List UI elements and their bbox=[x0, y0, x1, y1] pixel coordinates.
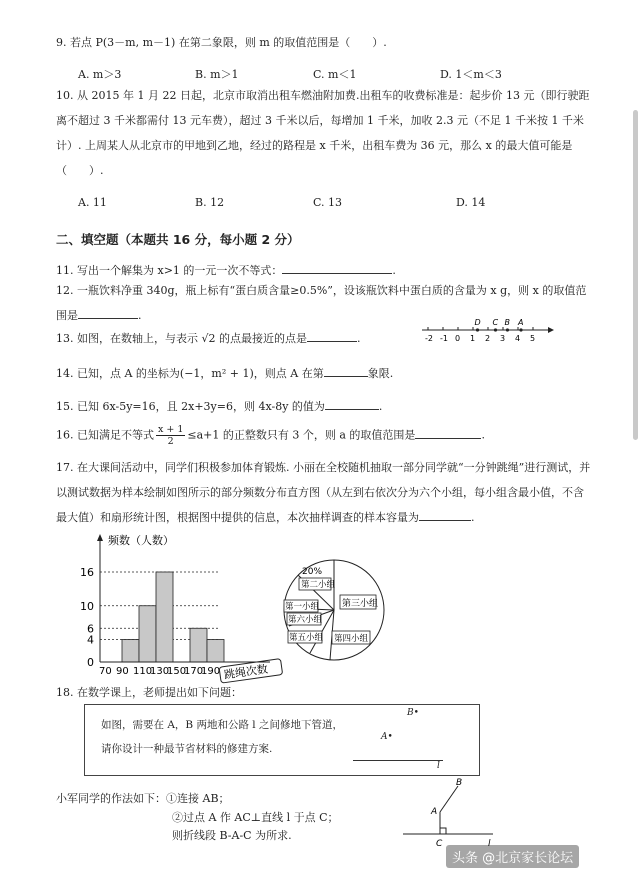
box-line-2: 请你设计一种最节省材料的修建方案. bbox=[101, 743, 273, 755]
pie-chart bbox=[280, 553, 390, 668]
frequency-histogram bbox=[60, 532, 285, 687]
histogram-ytick: 16 bbox=[80, 566, 94, 579]
question-16-text-b: ≤a+1 的正整数只有 3 个，则 a 的取值范围是 bbox=[187, 428, 416, 442]
histogram-xlabel: 跳绳次数 bbox=[223, 662, 269, 682]
question-16-text: 16. 已知满足不等式 bbox=[56, 428, 154, 442]
question-9: 9. 若点 P(3－m, m－1) 在第二象限，则 m 的取值范围是（ ）. bbox=[56, 36, 387, 49]
number-line-point bbox=[519, 328, 522, 331]
fraction-denominator: 2 bbox=[167, 436, 174, 447]
pie-label: 第四小组 bbox=[334, 634, 369, 644]
box-line-1: 如图，需要在 A，B 两地和公路 l 之间修地下管道， bbox=[101, 719, 344, 731]
question-17-text: 17. 在大课间活动中，同学们积极参加体育锻炼. 小丽在全校随机抽取一部分同学就“一分钟跳绳”进行测试，并以测试数据为样本绘制如图所示的部分频数分布直方图（从左到右依次分为六个小组，每小组含最小值，不含最大值）和扇形统计图，根据图中提供的信息，本次抽样调查的样本容量为 bbox=[56, 461, 591, 524]
answer-blank bbox=[415, 428, 481, 439]
number-line-point-label: C bbox=[492, 318, 499, 327]
pie-label: 第二小组 bbox=[301, 580, 336, 590]
question-17: 17. 在大课间活动中，同学们积极参加体育锻炼. 小丽在全校随机抽取一部分同学就“一分钟跳绳”进行测试，并以测试数据为样本绘制如图所示的部分频数分布直方图（从左到右依次分为六个小组，每小组含最小值，不含最大值）和扇形统计图，根据图中提供的信息，本次抽样调查的样本容量为 . bbox=[56, 461, 591, 524]
histogram-xtick: 130 bbox=[150, 666, 170, 677]
question-13-text: 13. 如图，在数轴上，与表示 √2 的点最接近的点是 bbox=[56, 332, 307, 345]
number-line-point bbox=[506, 328, 509, 331]
number-line-tick-label: 2 bbox=[485, 334, 491, 343]
question-12-text: 12. 一瓶饮料净重 340g，瓶上标有“蛋白质含量≥0.5%”，设该瓶饮料中蛋白质的含量为 x g，则 x 的取值范围是 bbox=[56, 284, 587, 322]
question-12: 12. 一瓶饮料净重 340g，瓶上标有“蛋白质含量≥0.5%”，设该瓶饮料中蛋白质的含量为 x g，则 x 的取值范围是 . bbox=[56, 284, 587, 322]
question-14 bbox=[56, 365, 393, 381]
histogram-ytick: 0 bbox=[87, 656, 94, 669]
section-heading: 二、填空题（本题共 16 分，每小题 2 分） bbox=[56, 232, 300, 247]
problem-box bbox=[84, 704, 480, 776]
number-line-point bbox=[476, 328, 479, 331]
number-line-point-label: B bbox=[504, 318, 510, 327]
histogram-bar bbox=[190, 628, 207, 662]
histogram-xtick: 190 bbox=[201, 666, 221, 677]
number-line-point bbox=[494, 328, 497, 331]
histogram-xtick: 90 bbox=[116, 666, 129, 677]
q10-option-a: A. 11 bbox=[78, 196, 107, 209]
number-line-tick-label: 0 bbox=[455, 334, 461, 343]
number-line-tick-label: -1 bbox=[440, 334, 448, 343]
question-11-text: 11. 写出一个解集为 x>1 的一元一次不等式： bbox=[56, 264, 283, 277]
answer-blank bbox=[324, 366, 368, 377]
number-line-tick-label: 3 bbox=[500, 334, 506, 343]
question-14-suffix: 象限. bbox=[367, 367, 394, 380]
histogram-ytick: 10 bbox=[80, 599, 94, 613]
histogram-xtick: 170 bbox=[184, 666, 204, 677]
histogram-ytick: 4 bbox=[87, 633, 94, 647]
method-step-2: ②过点 A 作 AC⊥直线 l 于点 C； bbox=[172, 811, 339, 824]
q9-option-a: A. m＞3 bbox=[78, 68, 122, 81]
q10-option-c: C. 13 bbox=[313, 196, 343, 209]
question-13: 13. 如图，在数轴上，与表示 √2 的点最接近的点是 . bbox=[56, 332, 361, 345]
question-15: 15. 已知 6x-5y=16，且 2x+3y=6，则 4x-8y 的值为 . bbox=[56, 400, 383, 413]
histogram-bar bbox=[156, 572, 173, 662]
histogram-xtick: 110 bbox=[133, 666, 153, 677]
road-line bbox=[353, 760, 443, 761]
fig-label-l: l bbox=[488, 839, 491, 849]
fraction-numerator: x + 1 bbox=[158, 424, 184, 435]
pie-label: 第六小组 bbox=[288, 615, 323, 625]
histogram-ylabel: 频数（人数） bbox=[108, 534, 174, 547]
histogram-xtick: 70 bbox=[99, 666, 112, 677]
watermark: 头条 @北京家长论坛 bbox=[446, 845, 579, 868]
pie-label: 20% bbox=[302, 567, 323, 577]
point-a-label: A• bbox=[381, 732, 393, 742]
question-14-text: 14. 已知，点 A 的坐标为(−1，m² + 1)，则点 A 在第 bbox=[56, 367, 324, 380]
fraction bbox=[156, 424, 185, 447]
question-15-text: 15. 已知 6x-5y=16，且 2x+3y=6，则 4x-8y 的值为 bbox=[56, 400, 325, 413]
q10-option-b: B. 12 bbox=[195, 196, 225, 209]
scrollbar[interactable] bbox=[633, 110, 638, 440]
point-b-label: B• bbox=[407, 708, 419, 718]
answer-blank bbox=[307, 331, 357, 342]
method-step-1: 小军同学的作法如下：①连接 AB； bbox=[56, 792, 230, 805]
answer-blank bbox=[78, 308, 138, 319]
answer-blank bbox=[419, 510, 471, 521]
number-line-tick-label: 5 bbox=[530, 334, 536, 343]
q10-option-d: D. 14 bbox=[456, 196, 486, 209]
pie-label: 第五小组 bbox=[289, 633, 324, 643]
number-line-tick-label: -2 bbox=[425, 334, 433, 343]
number-line-point-label: D bbox=[474, 318, 481, 327]
q9-option-d: D. 1＜m＜3 bbox=[440, 68, 502, 81]
histogram-bar bbox=[139, 606, 156, 662]
answer-blank bbox=[282, 263, 392, 274]
fig-label-a: A bbox=[431, 807, 438, 817]
pie-label: 第三小组 bbox=[342, 599, 379, 609]
histogram-ytick: 6 bbox=[87, 622, 94, 636]
answer-blank bbox=[325, 399, 379, 410]
fig-label-c: C bbox=[436, 839, 443, 849]
histogram-xtick: 150 bbox=[167, 666, 187, 677]
pie-label: 第一小组 bbox=[285, 602, 320, 612]
histogram-bar bbox=[207, 640, 224, 663]
number-line bbox=[418, 316, 558, 346]
question-18: 18. 在数学课上，老师提出如下问题： bbox=[56, 686, 242, 699]
q9-option-b: B. m＞1 bbox=[195, 68, 239, 81]
question-11: 11. 写出一个解集为 x>1 的一元一次不等式： . bbox=[56, 264, 396, 277]
histogram-bar bbox=[122, 640, 139, 663]
method-step-3: 则折线段 B-A-C 为所求. bbox=[172, 829, 292, 842]
question-10: 10. 从 2015 年 1 月 22 日起，北京市取消出租车燃油附加费.出租车的收费标准是：起步价 13 元（即行驶距离不超过 3 千米都需付 13 元车费），超过 3 千米以后，每增加 1 千米，加收 2.3 元（不足 1 千米按 1 千米计）. 上周某人从北京市的甲地到乙地，经过的路程是 x 千米，出租车费为 36 元，那么 x 的最大值可能是（ ）. bbox=[56, 89, 590, 177]
q9-option-c: C. m＜1 bbox=[313, 68, 357, 81]
fig-label-b: B bbox=[456, 778, 463, 788]
road-label: l bbox=[437, 761, 440, 771]
question-16: 16. 已知满足不等式 $\frac{x + 1}{2} \le a+1$ 的正整数只有 3 个，则 a 的取值范围是 . bbox=[56, 424, 485, 447]
number-line-tick-label: 4 bbox=[515, 334, 521, 343]
number-line-tick-label: 1 bbox=[470, 334, 476, 343]
number-line-point-label: A bbox=[518, 318, 524, 327]
solution-figure bbox=[398, 774, 498, 852]
